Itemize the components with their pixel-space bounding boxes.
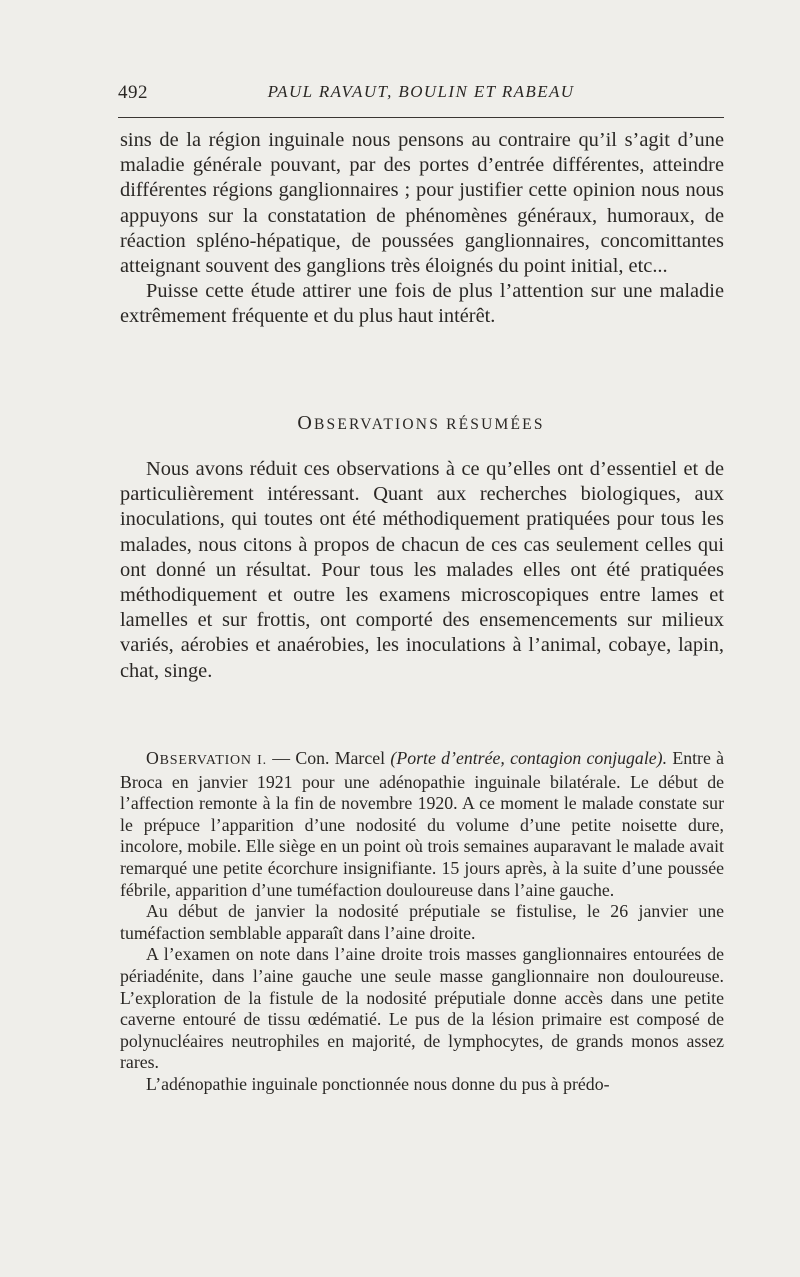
intro-paragraph-1: sins de la région inguinale nous pensons au contraire qu’il s’agit d’une maladie générale pouvant, par des portes d’entrée différentes, atteindre différentes régions ganglionnaires ; pour justifier cette opinion nous nous appuyons sur la constatation de phénomènes généraux, humoraux, de réaction spléno-hépatique, de poussées ganglionnaires, concomittantes atteignant souvent des ganglions très éloignés du point initial, etc...: [120, 129, 724, 278]
section-title: OBSERVATIONS RÉSUMÉES: [297, 412, 545, 434]
observation-label: OBSERVATION: [146, 748, 252, 768]
page-header: [118, 82, 724, 116]
observation-paragraph-1: [120, 748, 724, 901]
intro-text: [120, 128, 724, 330]
intro-paragraph-2: Puisse cette étude attirer une fois de plus l’attention sur une maladie extrêmement fréquente et du plus haut intérêt.: [120, 280, 724, 328]
observation-paragraph-3: A l’examen on note dans l’aine droite trois masses ganglionnaires entourées de périadénite, dans l’aine gauche une seule masse ganglionnaire non douloureuse. L’exploration de la fistule de la nodosité préputiale donne accès dans une petite caverne entouré de tissu œdématié. Le pus de la lésion primaire est composé de polynucléaires neutrophiles en majorité, de lymphocytes, de grands monos assez rares.: [120, 944, 724, 1073]
observation-number: I.: [257, 753, 267, 768]
observation-patient: Con. Marcel: [295, 748, 386, 768]
observation-paragraph-1-text: Entre à Broca en janvier 1921 pour une adénopathie inguinale bilatérale. Le début de l’affection remonte à la fin de novembre 1920. A ce moment le malade constate sur le prépuce l’apparition d’une nodosité du volume d’une petite noisette dure, incolore, mobile. Elle siège en un point où trois semaines auparavant le malade avait remarqué une petite écorchure insignifiante. 15 jours après, à la suite d’une poussée fébrile, apparition d’une tuméfaction douloureuse dans l’aine gauche.: [120, 748, 725, 900]
section-intro: [120, 457, 724, 684]
header-rule: [118, 117, 724, 118]
observation-1: [120, 748, 724, 1096]
observation-dash: —: [272, 748, 291, 768]
section-paragraph-1: Nous avons réduit ces observations à ce qu’elles ont d’essentiel et de particulièrement intéressant. Quant aux recherches biologiques, aux inoculations, qui toutes ont été méthodiquement pratiquées pour tous les malades, nous citons à propos de chacun de ces cas seulement celles qui ont donné un résultat. Pour tous les malades elles ont été pratiquées méthodiquement et outre les examens microscopiques entre lames et lamelles et sur frottis, ont comporté des ensemencements sur milieux variés, aérobies et anaérobies, les inoculations à l’animal, cobaye, lapin, chat, singe.: [120, 458, 724, 682]
observation-paragraph-4: L’adénopathie inguinale ponctionnée nous donne du pus à prédo-: [146, 1073, 610, 1094]
page-number: 492: [118, 82, 148, 103]
observation-paragraph-2: Au début de janvier la nodosité préputiale se fistulise, le 26 janvier une tuméfaction semblable apparaît dans l’aine droite.: [120, 901, 724, 943]
running-title: PAUL RAVAUT, BOULIN ET RABEAU: [267, 82, 575, 101]
observation-subtitle: (Porte d’entrée, contagion conjugale).: [390, 748, 668, 768]
